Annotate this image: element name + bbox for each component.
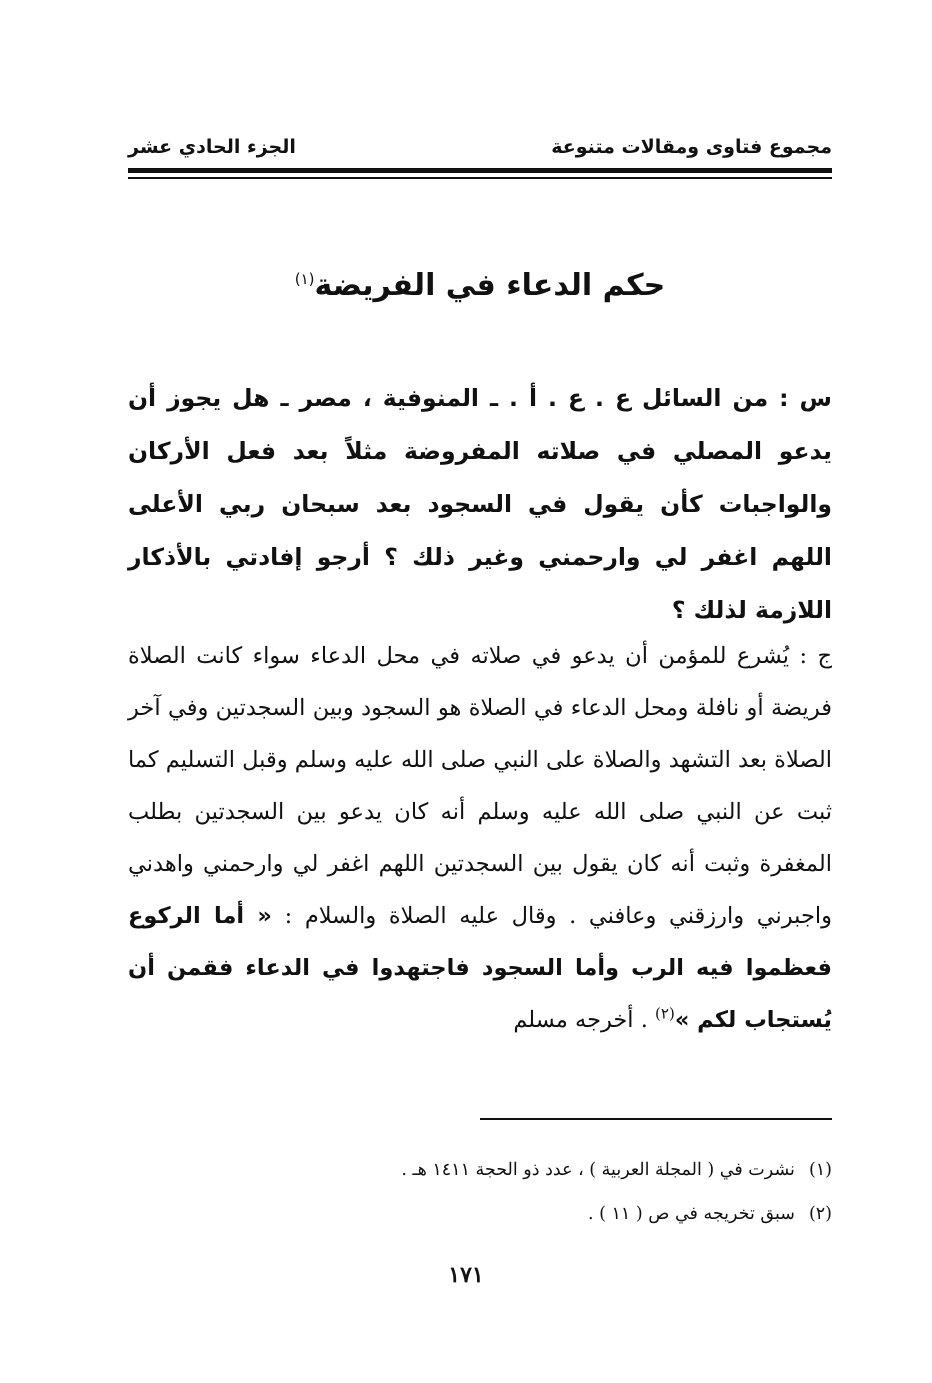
running-header — [128, 122, 832, 158]
footnote-marker: (١) — [808, 1160, 832, 1180]
footnote-1 — [128, 1148, 832, 1192]
title-footnote-ref: (١) — [294, 270, 315, 288]
article-title-text: حكم الدعاء في الفريضة — [314, 268, 666, 303]
footnote-text: نشرت في ( المجلة العربية ) ، عدد ذو الحجة ١٤١١ هـ . — [401, 1160, 795, 1180]
footnote-marker: (٢) — [808, 1204, 832, 1224]
answer-paragraph — [128, 630, 832, 1046]
hadith-quote: « أما الركوع فعظموا فيه الرب وأما السجود فاجتهدوا في الدعاء فقمن أن يُستجاب لكم » — [128, 903, 832, 1033]
book-title: مجموع فتاوى ومقالات متنوعة — [551, 136, 832, 158]
answer-after: . أخرجه مسلم — [513, 1007, 648, 1033]
question-paragraph: س : من السائل ع . ع . أ . ـ المنوفية ، مصر ـ هل يجوز أن يدعو المصلي في صلاته المفروضة مثلاً بعد فعل الأركان والواجبات كأن يقول في السجود بعد سبحان ربي الأعلى اللهم اغفر لي وارحمني وغير ذلك ؟ أرجو إفادتي بالأذكار اللازمة لذلك ؟ — [128, 384, 832, 624]
quote-footnote-ref: (٢) — [655, 1004, 675, 1023]
footnote-2 — [128, 1192, 832, 1236]
header-rule-thick — [128, 168, 832, 173]
answer-intro: ج : يُشرع للمؤمن أن يدعو في صلاته في محل الدعاء سواء كانت الصلاة فريضة أو نافلة ومحل الدعاء في الصلاة هو السجود وبين السجدتين وفي آخر الصلاة بعد التشهد والصلاة على النبي صلى الله عليه وسلم وقبل التسليم كما ثبت عن النبي صلى الله عليه وسلم أنه كان يدعو بين السجدتين بطلب المغفرة وثبت أنه كان يقول بين السجدتين اللهم اغفر لي وارحمني واهدني واجبرني وارزقني وعافني . وقال عليه الصلاة والسلام : — [128, 643, 832, 929]
article-title — [128, 258, 832, 314]
header-rule-thin — [128, 177, 832, 179]
footnotes — [128, 1148, 832, 1236]
footnote-separator — [480, 1118, 832, 1120]
volume-label: الجزء الحادي عشر — [128, 136, 296, 158]
footnote-text: سبق تخريجه في ص ( ١١ ) . — [587, 1204, 795, 1224]
page-number: ١٧١ — [448, 1262, 484, 1288]
